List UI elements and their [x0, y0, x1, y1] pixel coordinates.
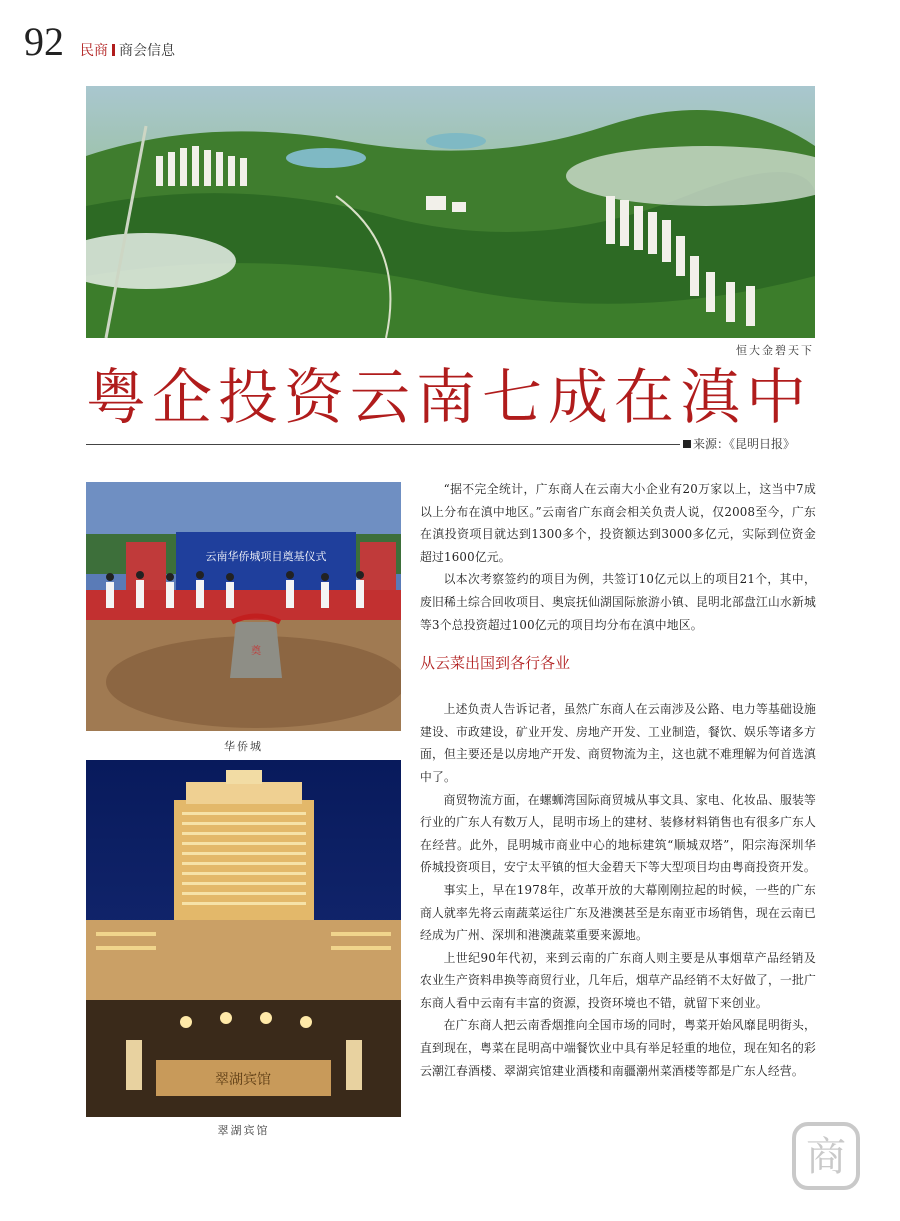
ceremony-caption: 华侨城 — [224, 740, 263, 753]
logo-badge-icon — [790, 1120, 862, 1192]
body-paragraph: 事实上，早在1978年，改革开放的大幕刚刚拉起的时候，一些的广东商人就率先将云南蔬菜运往广东及港澳甚至是东南亚市场销售，现在云南已经成为广州、深圳和港澳蔬菜重要来源地。 — [420, 882, 816, 943]
hotel-illustration — [86, 760, 401, 1117]
title-rule — [86, 444, 680, 445]
ceremony-illustration — [86, 482, 401, 731]
aerial-illustration — [86, 86, 815, 338]
hotel-sign-text: 翠湖宾馆 — [215, 1072, 271, 1088]
body-paragraph: 上述负责人告诉记者，虽然广东商人在云南涉及公路、电力等基础设施建设、市政建设，矿业开发、房地产开发、工业制造，餐饮、娱乐等诸多方面，但主要还是以房地产开发、商贸物流为主，这也就不难理解为何首选滇中了。 — [420, 702, 816, 784]
section-divider — [112, 44, 115, 56]
source-bullet — [683, 440, 691, 448]
body-paragraph: 上世纪90年代初，来到云南的广东商人则主要是从事烟草产品经销及农业生产资料串换等商贸行业，几年后，烟草产品经销不太好做了，一批广东商人看中云南有丰富的资源，投资环境也不错，就留下来创业。 — [420, 950, 816, 1010]
logo-char: 商 — [806, 1134, 846, 1180]
svg-text:奠: 奠 — [251, 646, 261, 657]
body-paragraph: 商贸物流方面，在螺蛳湾国际商贸城从事文具、家电、化妆品、服装等行业的广东人有数万人，昆明市场上的建材、装修材料销售也有很多广东人在经营。此外，昆明城市商业中心的地标建筑“顺城双塔”，阳宗海深圳华侨城投资项目，安宁太平镇的恒大金碧天下等大型项目均由粤商投资开发。 — [420, 792, 816, 875]
ceremony-photo — [86, 482, 401, 731]
body-paragraph: 在广东商人把云南香烟推向全国市场的同时，粤菜开始风靡昆明街头，直到现在，粤菜在昆明高中端餐饮业中具有举足轻重的地位，现在知名的彩云潮江春酒楼、翠湖宾馆建业酒楼和南疆潮州菜酒楼等都是广东人经营。 — [420, 1018, 816, 1078]
page-number: 92 — [24, 19, 64, 64]
hotel-caption: 翠湖宾馆 — [217, 1124, 270, 1137]
hotel-photo — [86, 760, 401, 1117]
source-text: 来源：《昆明日报》 — [693, 437, 796, 451]
hero-aerial-photo — [86, 86, 815, 338]
article-subheading: 从云菜出国到各行各业 — [420, 654, 571, 673]
section-header — [80, 43, 175, 59]
article-body — [420, 478, 816, 1082]
article-title: 粤企投资云南七成在滇中 — [86, 363, 812, 433]
ceremony-banner-text: 云南华侨城项目奠基仪式 — [205, 550, 327, 563]
section-name: 民商 — [80, 43, 108, 59]
subsection-name: 商会信息 — [119, 43, 175, 59]
body-paragraph: 以本次考察签约的项目为例，共签订10亿元以上的项目21个，其中，废旧稀土综合回收项目、奥宸抚仙湖国际旅游小镇、昆明北部盘江山水新城等3个总投资超过100亿元的项目均分布在滇中地区。 — [420, 572, 816, 632]
body-paragraph: “据不完全统计，广东商人在云南大小企业有20万家以上，这当中7成以上分布在滇中地区。”云南省广东商会相关负责人说，仅2008至今，广东在滇投资项目就达到1300多个，投资额达到3000多亿元，实际到位资金超过1600亿元。 — [420, 482, 816, 564]
source-line — [683, 436, 795, 452]
hero-caption: 恒大金碧天下 — [736, 344, 814, 357]
chamber-logo — [790, 1120, 862, 1192]
